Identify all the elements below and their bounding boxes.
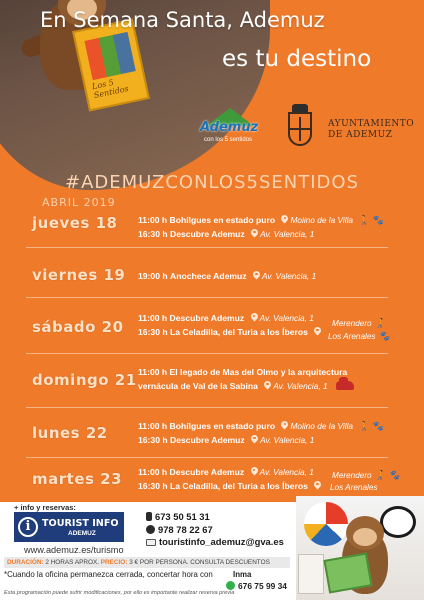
- event-time: 16:30 h: [138, 435, 168, 445]
- map-pin-icon: [251, 229, 258, 238]
- event-title: Bohílgues en estado puro: [169, 421, 276, 431]
- contact-phone-2: [146, 524, 284, 537]
- map-pin-icon: [253, 271, 260, 280]
- event-title: Descubre Ademuz: [169, 313, 245, 323]
- day-sabado-20: [26, 298, 388, 354]
- extra-location-2: Los Arenales: [330, 483, 378, 492]
- event-row: [138, 380, 354, 392]
- website-link[interactable]: www.ademuz.es/turismo: [24, 545, 124, 555]
- hashtag: #ADEMUZCONLOS5SENTIDOS: [64, 172, 359, 190]
- title-line-1: En Semana Santa, Ademuz: [40, 8, 325, 32]
- shield-icon: [288, 112, 312, 146]
- book-title: Los 5 Sentidos: [91, 77, 130, 101]
- event-title: Bohílgues en estado puro: [169, 215, 276, 225]
- duration-label: DURACIÓN:: [7, 559, 44, 566]
- closed-office-note: *Cuando la oficina permanezca cerrada, concertar hora con: [4, 570, 213, 579]
- walking-icon: 🚶: [374, 318, 386, 328]
- tourist-info-subtitle: ADEMUZ: [68, 530, 96, 537]
- phone-icon: [146, 525, 155, 534]
- mobile-icon: [146, 512, 152, 521]
- extra-location-arenales: [328, 331, 390, 342]
- walking-icon: 🚶: [358, 421, 370, 431]
- event-row: [138, 214, 384, 226]
- whatsapp-icon: [226, 581, 235, 590]
- mascot-monkey-face: [353, 528, 377, 546]
- extra-location-merendero: [332, 318, 386, 329]
- event-time: 11:00 h: [138, 467, 168, 477]
- ayuntamiento-line-2: DE ADEMUZ: [328, 130, 393, 140]
- duration-value: 2 HORAS APROX.: [45, 559, 99, 566]
- ademuz-logo: [198, 108, 264, 148]
- event-location: Av. Valencia, 1: [259, 313, 314, 323]
- ademuz-logo-subtitle: con los 5 sentidos: [204, 137, 253, 143]
- ademuz-logo-word: Ademuz: [200, 120, 259, 135]
- event-location: Molino de la Villa: [290, 421, 354, 431]
- event-row: [138, 480, 323, 492]
- car-icon: [336, 381, 354, 390]
- extra-location-2: Los Arenales: [328, 332, 376, 341]
- event-location: Av. Valencia, 1: [261, 271, 317, 281]
- event-title: Anochece Ademuz: [170, 271, 247, 281]
- event-location: Av. Valencia, 1: [260, 435, 315, 445]
- event-title: Descubre Ademuz: [170, 435, 245, 445]
- book-cover-art: [84, 32, 135, 80]
- day-name: martes 23: [32, 470, 123, 488]
- day-name: lunes 22: [32, 424, 108, 442]
- event-location: Av. Valencia, 1: [259, 467, 314, 477]
- map-pin-icon: [264, 381, 271, 390]
- tourist-info-title: TOURIST INFO: [42, 518, 119, 529]
- map-pin-icon: [251, 313, 258, 322]
- walking-icon: 🚶: [374, 470, 386, 480]
- event-title: vernácula de Val de la Sabina: [138, 381, 258, 391]
- event-time: 19:00 h: [138, 271, 168, 281]
- event-row: [138, 326, 323, 338]
- extra-location-1: Merendero: [332, 319, 372, 328]
- header: [0, 0, 424, 190]
- event-title: La Celadilla, del Turia a los Íberos: [170, 327, 308, 337]
- email-link[interactable]: touristinfo_ademuz@gva.es: [159, 536, 284, 547]
- info-label: + info y reservas:: [14, 503, 76, 512]
- box-icon: [298, 554, 324, 594]
- paw-icon: 🐾: [378, 331, 390, 341]
- event-title: La Celadilla, del Turia a los Íberos: [170, 481, 308, 491]
- event-row: [138, 466, 314, 478]
- event-row: [138, 228, 314, 240]
- event-row: [138, 366, 347, 378]
- day-name: viernes 19: [32, 266, 126, 284]
- mascot-photo: [296, 496, 424, 600]
- title-line-2: es tu destino: [222, 46, 372, 72]
- contact-email: [146, 536, 284, 549]
- info-icon: i: [18, 517, 38, 537]
- duration-price-bar: [4, 557, 290, 568]
- ayuntamiento-label: [328, 119, 414, 141]
- extra-location-1: Merendero: [332, 471, 372, 480]
- event-time: 16:30 h: [138, 481, 168, 491]
- walking-icon: 🚶: [358, 215, 370, 225]
- day-domingo-21: [26, 354, 388, 408]
- email-icon: [146, 539, 156, 546]
- day-name: domingo 21: [32, 371, 137, 389]
- paw-icon: 🐾: [372, 421, 384, 431]
- map-pin-icon: [314, 481, 321, 490]
- map-pin-icon: [251, 467, 258, 476]
- map-pin-icon: [281, 421, 288, 430]
- event-row: [138, 420, 384, 432]
- day-name: sábado 20: [32, 318, 124, 336]
- extra-location-arenales: [330, 483, 378, 492]
- umbrella-icon: [304, 502, 348, 546]
- event-time: 16:30 h: [138, 327, 168, 337]
- ayuntamiento-line-1: AYUNTAMIENTO: [328, 119, 415, 129]
- day-lunes-22: [26, 408, 388, 458]
- phone-2-link[interactable]: 978 78 22 67: [158, 523, 213, 535]
- month-label: ABRIL 2019: [42, 196, 116, 209]
- day-name: jueves 18: [32, 214, 118, 232]
- contact-phone-1: [146, 511, 284, 524]
- map-pin-icon: [251, 435, 258, 444]
- event-time: 11:00 h: [138, 367, 168, 377]
- event-location: Av. Valencia, 1: [273, 381, 328, 391]
- contact-list: [146, 511, 284, 549]
- panda-icon: [380, 506, 416, 538]
- event-time: 11:00 h: [138, 313, 168, 323]
- event-time: 11:00 h: [138, 421, 168, 431]
- extra-location-merendero: [332, 470, 400, 481]
- tourist-info-badge: [14, 512, 124, 542]
- map-pin-icon: [281, 215, 288, 224]
- day-viernes-19: [26, 248, 388, 298]
- event-row: [138, 270, 316, 282]
- sunburst-icon: [124, 512, 146, 542]
- event-title: Descubre Ademuz: [169, 467, 245, 477]
- event-time: 16:30 h: [138, 229, 168, 239]
- paw-icon: 🐾: [388, 470, 401, 480]
- price-label: PRECIO:: [100, 559, 128, 566]
- whatsapp-link[interactable]: 676 75 99 34: [238, 581, 287, 591]
- event-title: Descubre Ademuz: [170, 229, 245, 239]
- contact-whatsapp: [226, 581, 287, 591]
- event-row: [138, 434, 314, 446]
- day-jueves-18: [26, 206, 388, 248]
- event-row: [138, 312, 314, 324]
- phone-1-link[interactable]: 673 50 51 31: [155, 511, 210, 522]
- crown-icon: [292, 104, 308, 112]
- price-value: 3 € POR PERSONA. CONSULTA DESCUENTOS: [129, 559, 270, 566]
- map-pin-icon: [314, 327, 321, 336]
- event-location: Av. Valencia, 1: [260, 229, 315, 239]
- event-time: 11:00 h: [138, 215, 168, 225]
- coat-of-arms-icon: [286, 104, 314, 150]
- paw-icon: 🐾: [372, 215, 384, 225]
- event-location: Molino de la Villa: [290, 215, 354, 225]
- disclaimer: Esta programación puede sufrir modificaciones, por ello es importante realizar reserva previa: [4, 590, 235, 596]
- book: [72, 18, 150, 111]
- event-title: El legado de Mas del Olmo y la arquitectura: [169, 367, 348, 377]
- contact-name: Inma: [233, 570, 252, 579]
